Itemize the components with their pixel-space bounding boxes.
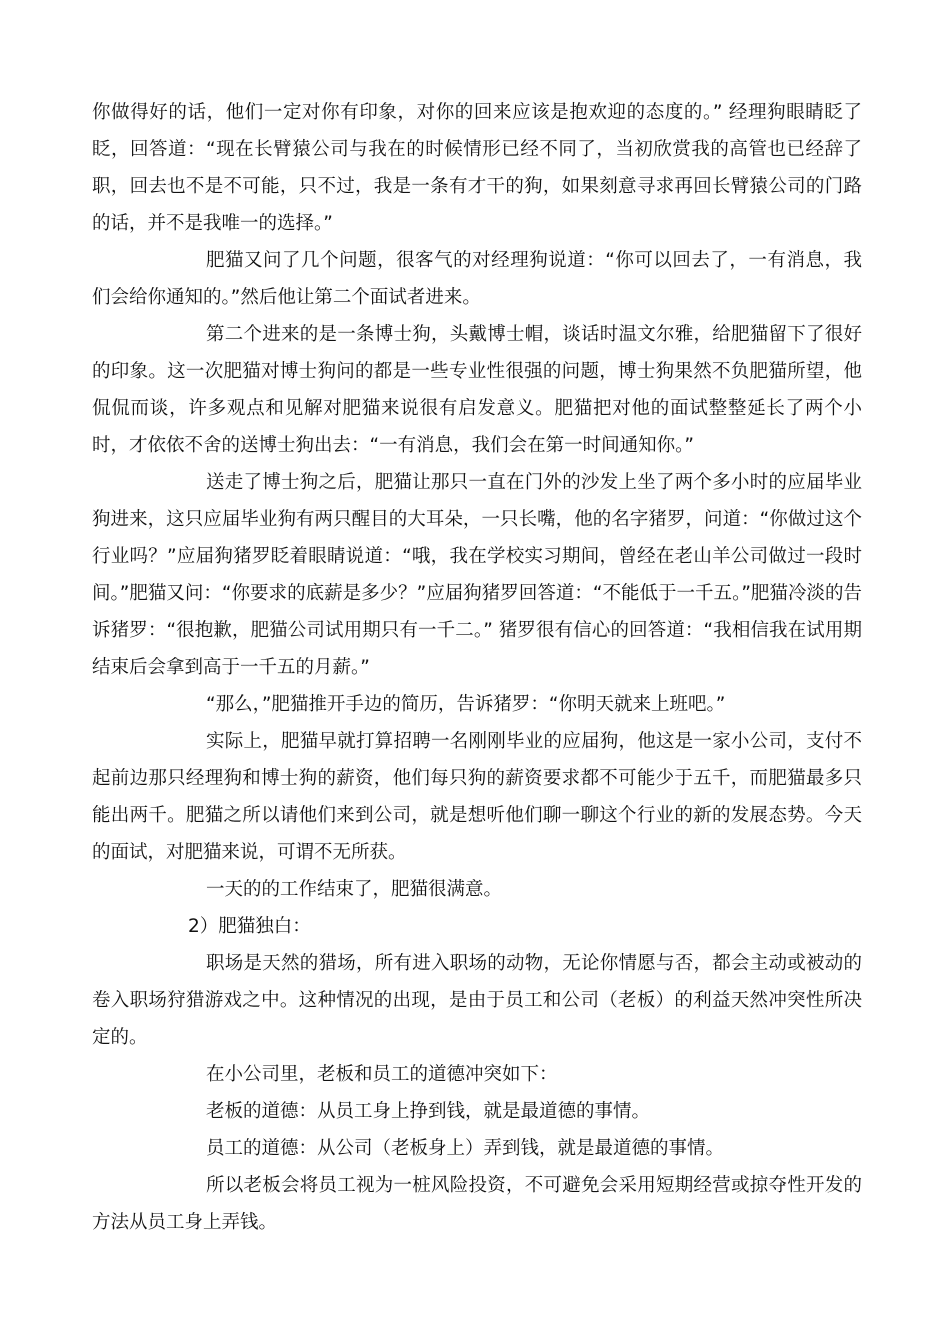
paragraph: 员工的道德：从公司（老板身上）弄到钱，就是最道德的事情。: [206, 1138, 725, 1159]
paragraph: 在小公司里，老板和员工的道德冲突如下：: [206, 1064, 558, 1085]
paragraph: 第二个进来的是一条博士狗，头戴博士帽，谈话时温文尔雅，给肥猫留下了很好的印象。这一次肥猫对博士狗问的都是一些专业性很强的问题，博士狗果然不负肥猫所望，他侃侃而谈，许多观点和见解对肥猫来说很有启发意义。肥猫把对他的面试整整延长了两个小时，才依依不舍的送博士狗出去：“一有消息，我们会在第一时间通知你。”: [92, 324, 862, 456]
paragraph: 一天的的工作结束了，肥猫很满意。: [206, 879, 503, 900]
paragraph: 肥猫又问了几个问题，很客气的对经理狗说道：“你可以回去了，一有消息，我们会给你通知的。”然后他让第二个面试者进来。: [92, 250, 862, 308]
paragraph: “那么，”肥猫推开手边的简历，告诉猪罗：“你明天就来上班吧。”: [206, 694, 726, 715]
section-heading: 2）肥猫独白：: [188, 916, 311, 937]
paragraph: 老板的道德：从员工身上挣到钱，就是最道德的事情。: [206, 1101, 651, 1122]
paragraph: 所以老板会将员工视为一桩风险投资，不可避免会采用短期经营或掠夺性开发的方法从员工身上弄钱。: [92, 1175, 862, 1233]
paragraph: 送走了博士狗之后，肥猫让那只一直在门外的沙发上坐了两个多小时的应届毕业狗进来，这只应届毕业狗有两只醒目的大耳朵，一只长嘴，他的名字猪罗，问道：“你做过这个行业吗？”应届狗猪罗眨着眼睛说道：“哦，我在学校实习期间，曾经在老山羊公司做过一段时间。”肥猫又问：“你要求的底薪是多少？”应届狗猪罗回答道：“不能低于一千五。”肥猫冷淡的告诉猪罗：“很抱歉，肥猫公司试用期只有一千二。” 猪罗很有信心的回答道：“我相信我在试用期结束后会拿到高于一千五的月薪。”: [92, 472, 862, 678]
paragraph: 实际上，肥猫早就打算招聘一名刚刚毕业的应届狗，他这是一家小公司，支付不起前边那只经理狗和博士狗的薪资，他们每只狗的薪资要求都不可能少于五千，而肥猫最多只能出两千。肥猫之所以请他们来到公司，就是想听他们聊一聊这个行业的新的发展态势。今天的面试，对肥猫来说，可谓不无所获。: [92, 731, 862, 863]
paragraph: 职场是天然的猎场，所有进入职场的动物，无论你情愿与否，都会主动或被动的卷入职场狩猎游戏之中。这种情况的出现，是由于员工和公司（老板）的利益天然冲突性所决定的。: [92, 953, 862, 1048]
document-body: [92, 94, 862, 1241]
paragraph-continuation: 你做得好的话，他们一定对你有印象，对你的回来应该是抱欢迎的态度的。” 经理狗眼睛眨了眨，回答道：“现在长臂猿公司与我在的时候情形已经不同了，当初欣赏我的高管也已经辞了职，回去也不是不可能，只不过，我是一条有才干的狗，如果刻意寻求再回长臂猿公司的门路的话，并不是我唯一的选择。”: [92, 102, 862, 234]
